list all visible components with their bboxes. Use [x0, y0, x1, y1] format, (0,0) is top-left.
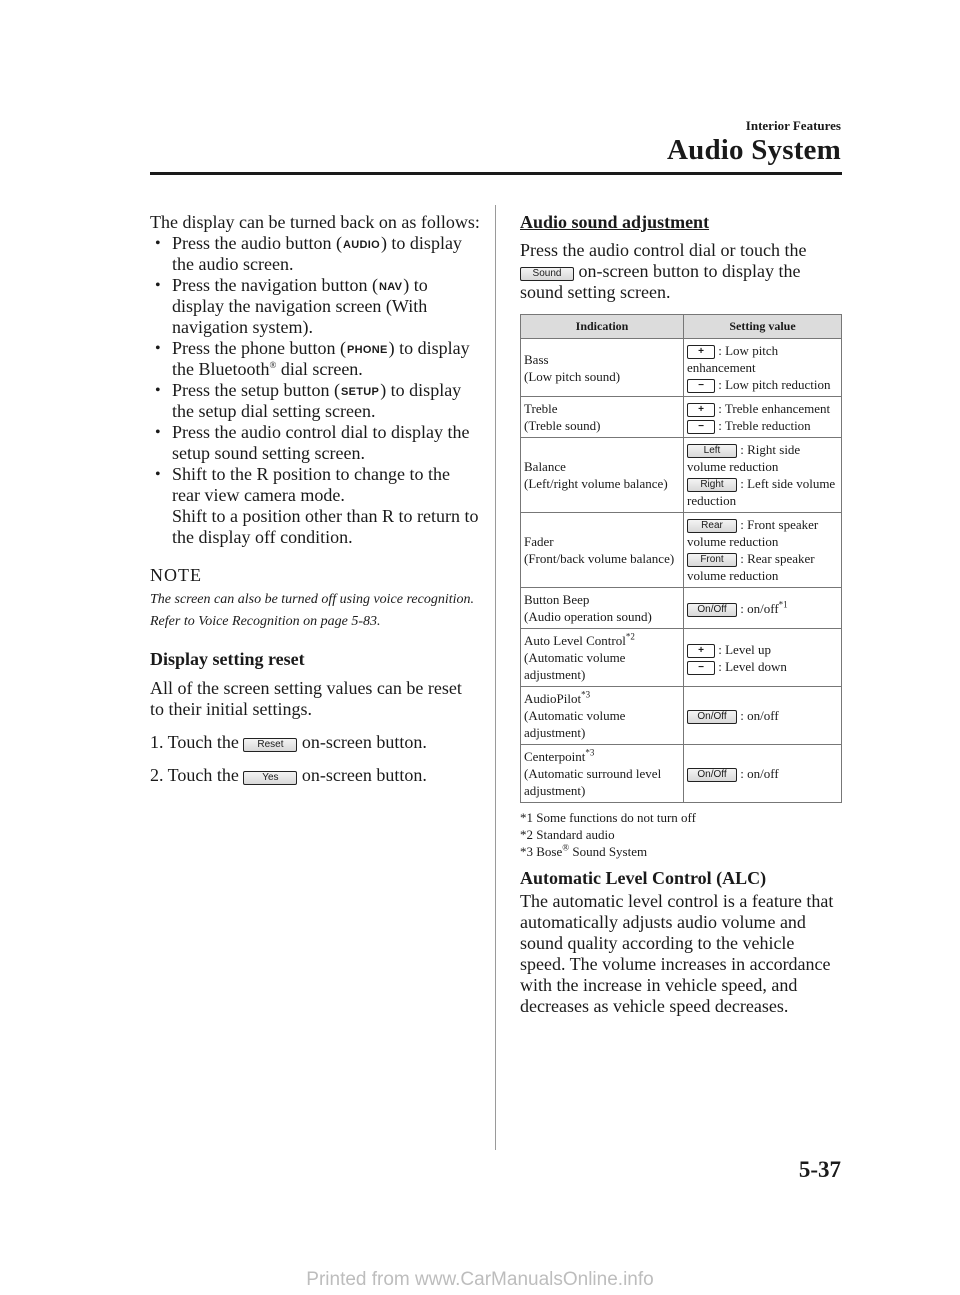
footnotes: *1 Some functions do not turn off *2 Standard audio *3 Bose® Sound System — [520, 810, 696, 859]
left-column — [150, 212, 480, 786]
minus-icon: − — [687, 661, 715, 675]
table-row: Fader (Front/back volume balance) Rear : Front speaker volume reduction Front : Rear speaker volume reduction — [521, 513, 842, 588]
plus-icon: + — [687, 644, 715, 658]
plus-icon: + — [687, 345, 715, 359]
on-off-button-icon: On/Off — [687, 603, 737, 617]
list-item: • Press the navigation button (NAV) to display the navigation screen (With navigation system). — [150, 275, 480, 338]
left-button-icon: Left — [687, 444, 737, 458]
table-row: Treble (Treble sound) + : Treble enhancement − : Treble reduction — [521, 397, 842, 438]
plus-icon: + — [687, 403, 715, 417]
intro-text: The display can be turned back on as follows: — [150, 212, 480, 232]
sound-settings-table — [520, 314, 842, 803]
alc-body: The automatic level control is a feature that automatically adjusts audio volume and sound quality according to the vehicle speed. The volume increases in accordance with the increase in vehicle speed, and decreases as vehicle speed decreases. — [520, 891, 834, 1016]
step-1: 1. Touch the Reset on-screen button. — [150, 732, 427, 752]
alc-title: Automatic Level Control (ALC) — [520, 868, 767, 888]
audio-button-icon: AUDIO — [342, 239, 380, 251]
phone-button-icon: PHONE — [346, 344, 388, 356]
table-row: Bass (Low pitch sound) + : Low pitch enhancement − : Low pitch reduction — [521, 339, 842, 397]
list-item: • Press the audio button (AUDIO) to display the audio screen. — [150, 233, 480, 275]
yes-button-icon: Yes — [243, 771, 297, 785]
note-title: NOTE — [150, 565, 202, 585]
right-button-icon: Right — [687, 478, 737, 492]
audio-section-title: Audio sound adjustment — [520, 212, 710, 232]
minus-icon: − — [687, 420, 715, 434]
nav-button-icon: NAV — [378, 281, 403, 293]
table-row: Balance (Left/right volume balance) Left : Right side volume reduction Right : Left side volume reduction — [521, 438, 842, 513]
step-2: 2. Touch the Yes on-screen button. — [150, 765, 427, 785]
audio-intro: Press the audio control dial or touch the Sound on-screen button to display the sound setting screen. — [520, 240, 807, 302]
column-header: Setting value — [684, 315, 842, 339]
table-row: Centerpoint$^{*3}$ (Automatic surround level adjustment) On/Off : on/off — [521, 745, 842, 803]
header-rule — [150, 172, 842, 175]
front-button-icon: Front — [687, 553, 737, 567]
table-row: AudioPilot$^{*3}$ (Automatic volume adjustment) On/Off : on/off — [521, 687, 842, 745]
page-title: Audio System — [666, 134, 841, 166]
footer-watermark: Printed from www.CarManualsOnline.info — [306, 1269, 654, 1290]
column-header: Indication — [521, 315, 684, 339]
list-item: • Press the audio control dial to display the setup sound setting screen. — [150, 422, 480, 464]
table-header-row — [521, 315, 842, 339]
bullet-list — [150, 233, 480, 548]
rear-button-icon: Rear — [687, 519, 737, 533]
reset-button-icon: Reset — [243, 738, 297, 752]
setup-button-icon: SETUP — [341, 386, 380, 398]
on-off-button-icon: On/Off — [687, 768, 737, 782]
page-number: 5-37 — [798, 1157, 841, 1182]
list-item: • Press the setup button (SETUP) to display the setup dial setting screen. — [150, 380, 480, 422]
list-item: • Shift to the R position to change to the rear view camera mode. Shift to a position other than R to return to the display off condition. — [150, 464, 480, 548]
right-column — [520, 212, 842, 1017]
note-text: The screen can also be turned off using voice recognition. Refer to Voice Recognition on page 5-83. — [150, 592, 475, 629]
reset-body: All of the screen setting values can be reset to their initial settings. — [150, 678, 462, 719]
on-off-button-icon: On/Off — [687, 710, 737, 724]
section-label: Interior Features — [745, 118, 841, 133]
minus-icon: − — [687, 379, 715, 393]
table-row: Button Beep (Audio operation sound) On/Off : on/off$^{*1}$ — [521, 588, 842, 629]
reset-steps — [150, 732, 480, 786]
sound-button-icon: Sound — [520, 267, 574, 281]
list-item: • Press the phone button (PHONE) to display the Bluetooth® dial screen. — [150, 338, 480, 380]
column-divider — [495, 205, 496, 1150]
reset-section-title: Display setting reset — [150, 649, 305, 669]
table-row: Auto Level Control$^{*2}$ (Automatic volume adjustment) + : Level up − : Level down — [521, 629, 842, 687]
